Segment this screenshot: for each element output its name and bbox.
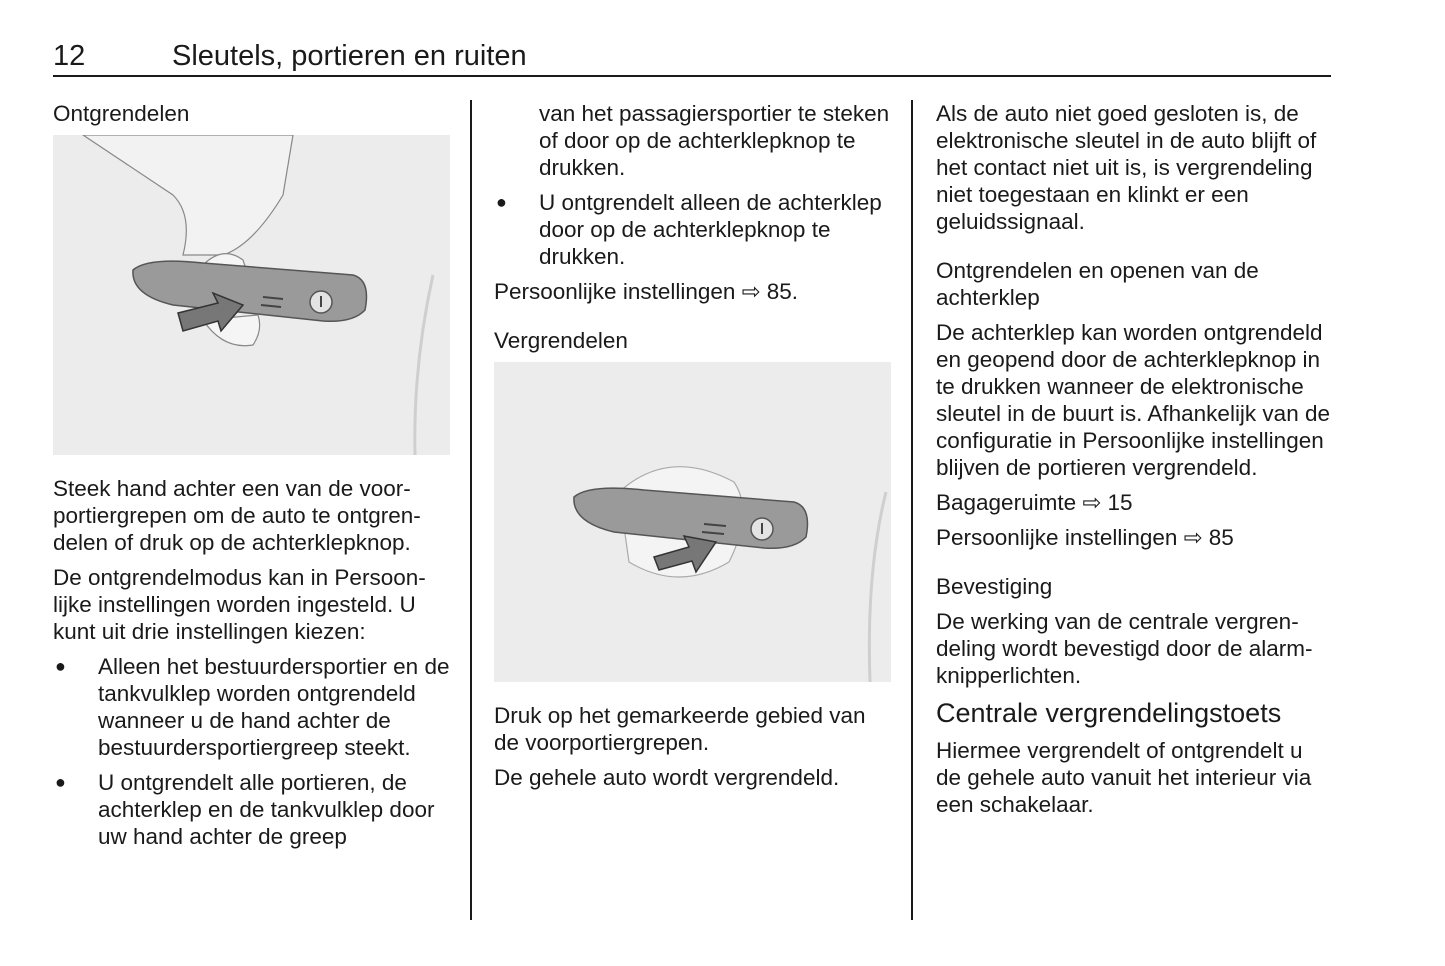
- column-2: [494, 100, 891, 799]
- cross-reference-persoonlijke-instellingen-2[interactable]: Persoonlijke instellingen ⇨ 85: [936, 525, 1234, 550]
- list-item: [494, 189, 891, 270]
- paragraph-centrale-vergrendelingstoets: Hiermee vergrendelt of ontgrendelt u de gehele auto vanuit het interieur via een schakelaar.: [936, 738, 1312, 817]
- subheading-achterklep: Ontgrendelen en openen van de achterklep: [936, 258, 1259, 310]
- cross-reference-persoonlijke-instellingen[interactable]: Persoonlijke instellingen ⇨ 85.: [494, 279, 799, 304]
- page-number: 12: [53, 40, 86, 72]
- header-rule: [53, 75, 1331, 77]
- column-divider-2: [911, 100, 913, 920]
- paragraph-ontgrendelmodus: De ontgrendelmodus kan in Persoonlijke instellingen worden ingesteld. U kunt uit drie instellingen kiezen:: [53, 565, 426, 644]
- section-heading-ontgrendelen: Ontgrendelen: [53, 101, 190, 126]
- bullet-text: U ontgrendelt alle portieren, de achterklep en de tankvulklep door uw hand achter de greep: [98, 770, 435, 849]
- paragraph-auto-niet-gesloten: Als de auto niet goed gesloten is, de elektronische sleutel in de auto blijft of het contact niet uit is, is vergrendeling niet toegestaan en klinkt er een geluidssignaal.: [936, 101, 1317, 234]
- section-heading-vergrendelen: Vergrendelen: [494, 328, 628, 353]
- chapter-title: Sleutels, portieren en ruiten: [172, 40, 527, 72]
- bullet-dot-icon: ●: [55, 656, 66, 676]
- list-item: [53, 653, 450, 761]
- column-3: [936, 100, 1333, 826]
- cross-reference-bagageruimte[interactable]: Bagageruimte ⇨ 15: [936, 490, 1133, 515]
- bullet-text: Alleen het bestuurdersportier en de tankvulklep worden ontgrendeld wanneer u de hand achter de bestuurdersportiergreep steekt.: [98, 654, 450, 760]
- door-handle-unlock-illustration: [53, 135, 450, 455]
- door-handle-lock-illustration: [494, 362, 891, 682]
- list-item: [53, 769, 450, 850]
- section-heading-centrale-vergrendelingstoets: Centrale vergrendelingstoets: [936, 698, 1282, 728]
- bullet-dot-icon: ●: [55, 772, 66, 792]
- paragraph-bevestiging: De werking van de centrale vergrendeling wordt bevestigd door de alarmknipperlichten.: [936, 609, 1313, 688]
- paragraph-druk-op: Druk op het gemarkeerde gebied van de voorportiergrepen.: [494, 703, 866, 755]
- column-divider-1: [470, 100, 472, 920]
- bullet-continuation: van het passagiersportier te steken of door op de achterklepknop te drukken.: [539, 101, 890, 180]
- paragraph-achterklep: De achterklep kan worden ontgrendeld en geopend door de achterklepknop in te drukken wanneer de elektronische sleutel in de buurt is. Afhankelijk van de configuratie in Persoonlijke instellingen blijven de portieren vergrendeld.: [936, 320, 1330, 480]
- bullet-text: U ontgrendelt alleen de achterklep door op de achterklepknop te drukken.: [539, 190, 882, 269]
- subheading-bevestiging: Bevestiging: [936, 574, 1053, 599]
- bullet-dot-icon: ●: [496, 192, 507, 212]
- paragraph-steek-hand: Steek hand achter een van de voorportiergrepen om de auto te ontgrendelen of druk op de achterklepknop.: [53, 476, 421, 555]
- paragraph-gehele-auto: De gehele auto wordt vergrendeld.: [494, 765, 840, 790]
- column-1: [53, 100, 450, 858]
